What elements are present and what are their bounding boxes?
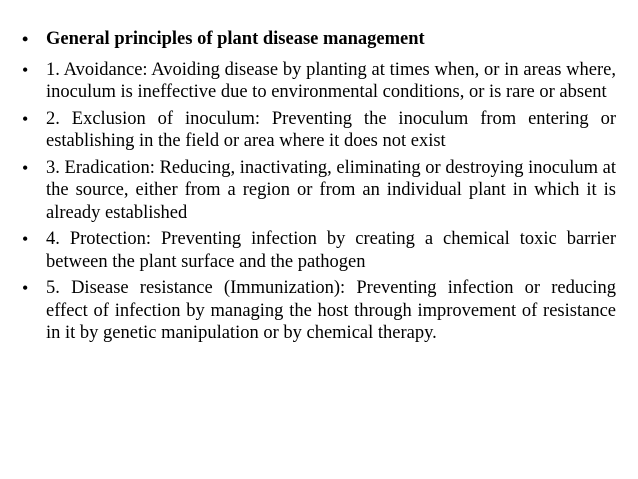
list-item-heading bbox=[20, 28, 616, 51]
list-item-text: 2. Exclusion of inoculum: Preventing the inoculum from entering or establishing in the field or area where it does not exist bbox=[46, 108, 616, 151]
list-item-avoidance bbox=[20, 59, 616, 104]
list-item-text: 1. Avoidance: Avoiding disease by planting at times when, or in areas where, inoculum is ineffective due to environmental conditions, or is rare or absent bbox=[46, 59, 616, 102]
list-item-eradication bbox=[20, 157, 616, 225]
bullet-icon: • bbox=[22, 157, 29, 178]
bullet-icon: • bbox=[22, 229, 29, 249]
bullet-icon: • bbox=[22, 29, 29, 49]
bullet-list bbox=[20, 28, 616, 349]
slide-heading: General principles of plant disease management bbox=[46, 29, 425, 49]
list-item-resistance bbox=[20, 277, 616, 345]
list-item-text: 5. Disease resistance (Immunization): Preventing infection or reducing effect of infection by managing the host through improvement of resistance in it by genetic manipulation or by chemical therapy. bbox=[46, 278, 616, 343]
list-item-text: 4. Protection: Preventing infection by creating a chemical toxic barrier between the plant surface and the pathogen bbox=[46, 229, 616, 272]
bullet-icon: • bbox=[22, 59, 29, 80]
list-item-protection bbox=[20, 228, 616, 273]
bullet-icon: • bbox=[22, 108, 29, 129]
list-item-text: 3. Eradication: Reducing, inactivating, eliminating or destroying inoculum at the source, either from a region or from an individual plant in which it is already established bbox=[46, 157, 616, 223]
bullet-icon: • bbox=[22, 278, 29, 298]
list-item-exclusion bbox=[20, 108, 616, 153]
